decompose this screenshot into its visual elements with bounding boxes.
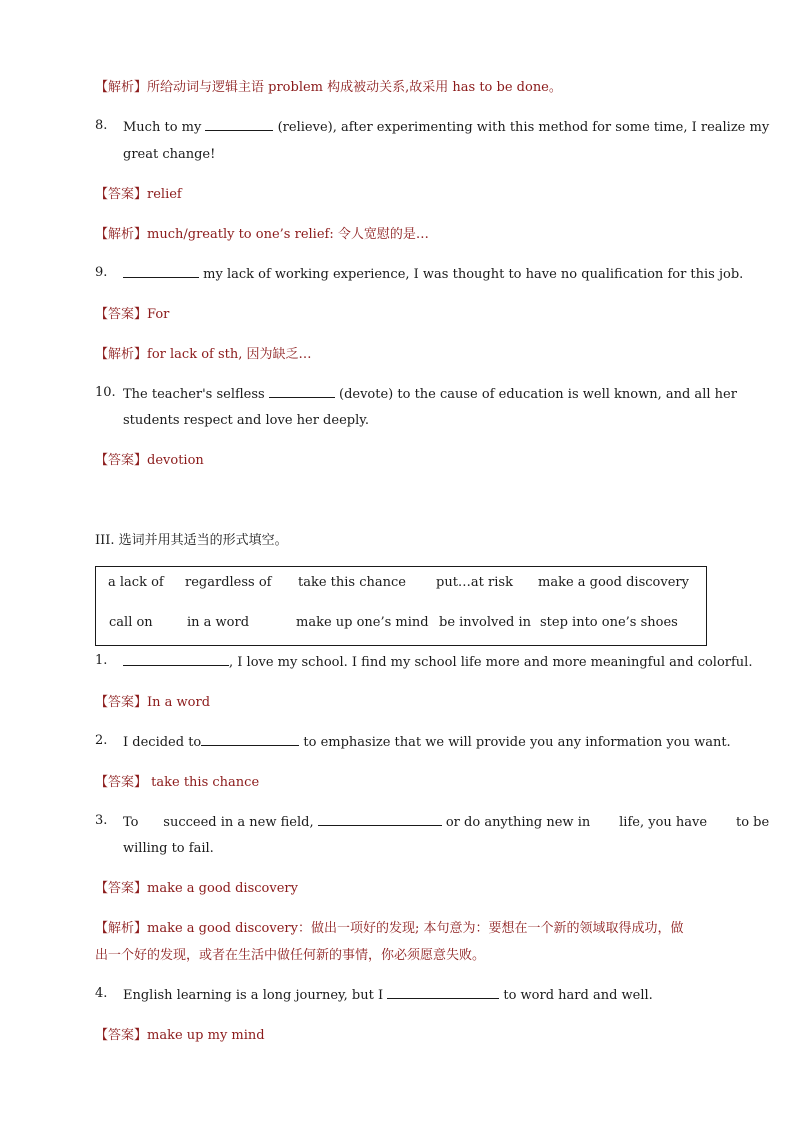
answer-blank[interactable] [123, 653, 229, 666]
answer-10 [95, 451, 204, 471]
question-text: to emphasize that we will provide you any information you want. [303, 735, 731, 750]
word-option: call on [109, 615, 153, 630]
question-8 [123, 118, 769, 138]
analysis-text: make a good discovery：做出一项好的发现; 本句意为：要想在一个新的领域取得成功，做 [147, 921, 684, 936]
answer-tag: 【答案】 [95, 881, 148, 896]
answer-text: make a good discovery [147, 881, 298, 896]
analysis-tag: 【解析】 [95, 347, 148, 362]
answer-s2 [95, 773, 259, 793]
question-text: (relieve), after experimenting with this method for some time, I realize my [277, 120, 770, 135]
answer-tag: 【答案】 [95, 307, 148, 322]
question-s2 [123, 733, 731, 753]
answer-blank[interactable] [123, 265, 199, 278]
word-option: step into one’s shoes [540, 615, 678, 630]
question-text: English learning is a long journey, but I [123, 988, 384, 1003]
analysis-9 [95, 345, 312, 365]
answer-text: devotion [147, 453, 204, 468]
answer-blank[interactable] [387, 986, 499, 999]
answer-text: relief [147, 187, 182, 202]
answer-s1 [95, 693, 210, 713]
analysis-text: 出一个好的发现，或者在生活中做任何新的事情，你必须愿意失败。 [95, 948, 486, 963]
question-number: 4. [95, 986, 108, 1001]
word-option: make a good discovery [538, 575, 689, 590]
answer-8 [95, 185, 182, 205]
question-text: or do anything new in life, you have to be [445, 815, 770, 830]
question-text: , I love my school. I find my school life more and more meaningful and colorful. [229, 655, 753, 670]
word-option: take this chance [298, 575, 406, 590]
question-number: 8. [95, 118, 108, 133]
analysis-tag: 【解析】 [95, 80, 148, 95]
question-text-cont: students respect and love her deeply. [123, 413, 369, 428]
question-number: 10. [95, 385, 116, 400]
analysis-text: 所给动词与逻辑主语 problem 构成被动关系,故采用 has to be done。 [147, 80, 562, 95]
analysis-text: for lack of sth, 因为缺乏… [147, 347, 312, 362]
answer-blank[interactable] [269, 385, 335, 398]
answer-blank[interactable] [201, 733, 299, 746]
question-text-cont: willing to fail. [123, 841, 214, 856]
question-s4 [123, 986, 653, 1006]
question-text: to word hard and well. [503, 988, 653, 1003]
question-number: 9. [95, 265, 108, 280]
word-option: a lack of [108, 575, 164, 590]
word-option: regardless of [185, 575, 272, 590]
word-bank [95, 566, 707, 646]
analysis-s3-cont [95, 946, 485, 966]
word-option: in a word [187, 615, 250, 630]
question-text: The teacher's selfless [123, 387, 265, 402]
analysis-tag: 【解析】 [95, 227, 148, 242]
question-text-cont: great change! [123, 147, 216, 162]
answer-blank[interactable] [205, 118, 273, 131]
analysis-tag: 【解析】 [95, 921, 148, 936]
question-number: 3. [95, 813, 108, 828]
answer-s4 [95, 1026, 265, 1046]
question-s3 [123, 813, 769, 833]
answer-s3 [95, 879, 298, 899]
question-9 [123, 265, 743, 285]
answer-blank[interactable] [318, 813, 442, 826]
answer-text: take this chance [147, 775, 260, 790]
question-s1 [123, 653, 752, 673]
analysis-7 [95, 78, 562, 98]
analysis-text: much/greatly to one’s relief: 令人宽慰的是… [147, 227, 429, 242]
answer-9 [95, 305, 169, 325]
answer-tag: 【答案】 [95, 187, 148, 202]
answer-text: make up my mind [147, 1028, 265, 1043]
question-text: (devote) to the cause of education is well known, and all her [339, 387, 737, 402]
analysis-s3 [95, 919, 683, 939]
answer-text: For [147, 307, 170, 322]
answer-tag: 【答案】 [95, 775, 148, 790]
answer-text: In a word [147, 695, 211, 710]
answer-tag: 【答案】 [95, 695, 148, 710]
question-number: 1. [95, 653, 108, 668]
question-text: To succeed in a new field, [123, 815, 314, 830]
question-number: 2. [95, 733, 108, 748]
section-heading: III. 选词并用其适当的形式填空。 [95, 533, 288, 548]
question-text: Much to my [123, 120, 202, 135]
question-text: I decided to [123, 735, 202, 750]
answer-tag: 【答案】 [95, 1028, 148, 1043]
word-option: make up one’s mind [296, 615, 429, 630]
analysis-8 [95, 225, 429, 245]
question-10 [123, 385, 737, 405]
word-option: put…at risk [436, 575, 513, 590]
answer-tag: 【答案】 [95, 453, 148, 468]
question-text: my lack of working experience, I was thought to have no qualification for this job. [203, 267, 744, 282]
word-option: be involved in [439, 615, 532, 630]
